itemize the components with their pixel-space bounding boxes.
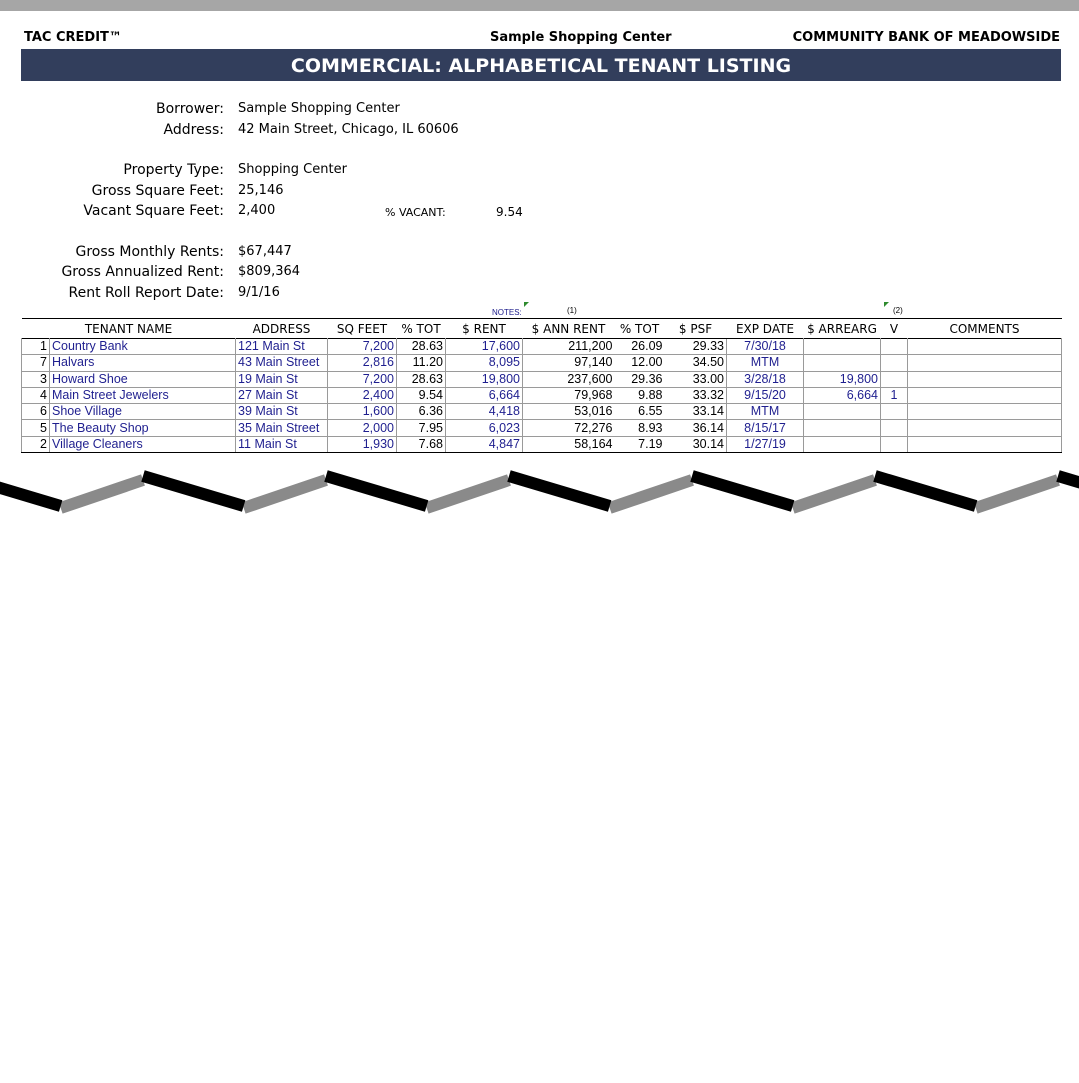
property-type-label: Property Type:	[123, 162, 224, 178]
rent-cell[interactable]: 6,664	[446, 387, 523, 403]
pct-tot-2-cell[interactable]: 12.00	[615, 355, 665, 371]
rent-cell[interactable]: 4,418	[446, 404, 523, 420]
rent-cell[interactable]: 19,800	[446, 371, 523, 387]
gross-monthly-label: Gross Monthly Rents:	[75, 244, 224, 260]
sq-feet-cell[interactable]: 7,200	[328, 339, 397, 355]
tenant-table	[21, 318, 1061, 453]
comments-cell[interactable]	[908, 371, 1062, 387]
col-header-arrearage: $ ARREARG	[804, 319, 881, 339]
exp-date-cell[interactable]: 3/28/18	[727, 371, 804, 387]
gross-sqft-row	[0, 183, 1079, 203]
tenant-address-cell[interactable]: 43 Main Street	[236, 355, 328, 371]
zigzag-segment	[692, 476, 793, 506]
top-bar	[0, 0, 1079, 11]
borrower-row	[0, 101, 1079, 121]
ann-rent-cell[interactable]: 97,140	[523, 355, 615, 371]
vacant-sqft-value: 2,400	[238, 203, 276, 218]
zigzag-segment	[875, 476, 976, 506]
gross-annual-row	[0, 264, 1079, 284]
tenant-name-cell[interactable]: Country Bank	[50, 339, 236, 355]
tenant-address-cell[interactable]: 27 Main St	[236, 387, 328, 403]
psf-cell[interactable]: 33.32	[665, 387, 727, 403]
vacant-sqft-label: Vacant Square Feet:	[83, 203, 224, 219]
tenant-name-cell[interactable]: Main Street Jewelers	[50, 387, 236, 403]
ann-rent-cell[interactable]: 53,016	[523, 404, 615, 420]
tenant-address-cell[interactable]: 19 Main St	[236, 371, 328, 387]
rent-cell[interactable]: 4,847	[446, 436, 523, 452]
col-header-rent: $ RENT	[446, 319, 523, 339]
zigzag-segment	[143, 476, 244, 506]
arrearage-cell[interactable]	[804, 436, 881, 452]
ann-rent-cell[interactable]: 211,200	[523, 339, 615, 355]
pct-vacant-value: 9.54	[496, 205, 523, 219]
pct-vacant-label: % VACANT:	[385, 206, 446, 219]
arrearage-cell[interactable]: 19,800	[804, 371, 881, 387]
v-cell[interactable]	[881, 355, 908, 371]
pct-tot-cell[interactable]: 9.54	[397, 387, 446, 403]
zigzag-segment	[1058, 476, 1079, 506]
notes-label: NOTES:	[492, 308, 522, 317]
property-type-value: Shopping Center	[238, 162, 347, 177]
sq-feet-cell[interactable]: 2,000	[328, 420, 397, 436]
gross-monthly-row	[0, 244, 1079, 264]
zigzag-segment	[976, 480, 1058, 508]
comments-cell[interactable]	[908, 404, 1062, 420]
comments-cell[interactable]	[908, 387, 1062, 403]
pct-tot-cell[interactable]: 28.63	[397, 339, 446, 355]
exp-date-cell[interactable]: MTM	[727, 404, 804, 420]
ann-rent-cell[interactable]: 237,600	[523, 371, 615, 387]
header-property-name: Sample Shopping Center	[490, 30, 672, 45]
table-row	[22, 404, 1062, 420]
arrearage-cell[interactable]	[804, 420, 881, 436]
arrearage-cell[interactable]	[804, 339, 881, 355]
report-date-value: 9/1/16	[238, 285, 280, 300]
table-row	[22, 387, 1062, 403]
rent-cell[interactable]: 8,095	[446, 355, 523, 371]
psf-cell[interactable]: 29.33	[665, 339, 727, 355]
comment-flag-icon[interactable]	[524, 302, 529, 307]
report-date-label: Rent Roll Report Date:	[68, 285, 224, 301]
v-cell[interactable]	[881, 420, 908, 436]
ann-rent-cell[interactable]: 72,276	[523, 420, 615, 436]
report-header	[24, 30, 1060, 48]
exp-date-cell[interactable]: 7/30/18	[727, 339, 804, 355]
sq-feet-cell[interactable]: 1,600	[328, 404, 397, 420]
property-type-row	[0, 162, 1079, 182]
gross-monthly-value: $67,447	[238, 244, 292, 259]
tenant-address-cell[interactable]: 11 Main St	[236, 436, 328, 452]
tenant-address-cell[interactable]: 39 Main St	[236, 404, 328, 420]
tenant-address-cell[interactable]: 121 Main St	[236, 339, 328, 355]
exp-date-cell[interactable]: 8/15/17	[727, 420, 804, 436]
tenant-number[interactable]: 3	[22, 371, 50, 387]
sq-feet-cell[interactable]: 2,816	[328, 355, 397, 371]
gross-annual-value: $809,364	[238, 264, 301, 279]
zigzag-segment	[326, 476, 427, 506]
col-header-ann-rent: $ ANN RENT	[523, 319, 615, 339]
tenant-number[interactable]: 6	[22, 404, 50, 420]
note-1-marker: (1)	[567, 306, 577, 315]
pct-tot-cell[interactable]: 7.95	[397, 420, 446, 436]
tenant-address-cell[interactable]: 35 Main Street	[236, 420, 328, 436]
pct-tot-2-cell[interactable]: 8.93	[615, 420, 665, 436]
pct-tot-2-cell[interactable]: 9.88	[615, 387, 665, 403]
zigzag-segment	[793, 480, 875, 508]
table-row	[22, 436, 1062, 452]
pct-tot-cell[interactable]: 28.63	[397, 371, 446, 387]
table-row	[22, 339, 1062, 355]
tenant-number[interactable]: 7	[22, 355, 50, 371]
tenant-name-cell[interactable]: The Beauty Shop	[50, 420, 236, 436]
v-cell[interactable]	[881, 436, 908, 452]
zigzag-segment	[509, 476, 610, 506]
pct-tot-2-cell[interactable]: 6.55	[615, 404, 665, 420]
col-header-tenant-name: TENANT NAME	[22, 319, 236, 339]
borrower-label: Borrower:	[156, 101, 224, 117]
rent-cell[interactable]: 17,600	[446, 339, 523, 355]
pct-tot-cell[interactable]: 11.20	[397, 355, 446, 371]
sq-feet-cell[interactable]: 2,400	[328, 387, 397, 403]
col-header-comments: COMMENTS	[908, 319, 1062, 339]
table-row	[22, 420, 1062, 436]
gross-sqft-value: 25,146	[238, 183, 284, 198]
col-header-address: ADDRESS	[236, 319, 328, 339]
vacant-sqft-row	[0, 203, 1079, 223]
col-header-psf: $ PSF	[665, 319, 727, 339]
psf-cell[interactable]: 34.50	[665, 355, 727, 371]
ann-rent-cell[interactable]: 58,164	[523, 436, 615, 452]
address-value: 42 Main Street, Chicago, IL 60606	[238, 122, 459, 137]
borrower-value: Sample Shopping Center	[238, 101, 400, 116]
rent-cell[interactable]: 6,023	[446, 420, 523, 436]
report-date-row	[0, 285, 1079, 305]
address-row	[0, 122, 1079, 142]
comment-flag-icon[interactable]	[884, 302, 889, 307]
zigzag-segment	[0, 476, 61, 506]
pct-tot-2-cell[interactable]: 26.09	[615, 339, 665, 355]
col-header-pct-tot-2: % TOT	[615, 319, 665, 339]
report-title: COMMERCIAL: ALPHABETICAL TENANT LISTING	[21, 49, 1061, 81]
zigzag-segment	[61, 480, 143, 508]
pct-tot-cell[interactable]: 6.36	[397, 404, 446, 420]
zigzag-segment	[244, 480, 326, 508]
pct-tot-cell[interactable]: 7.68	[397, 436, 446, 452]
v-cell[interactable]	[881, 404, 908, 420]
sq-feet-cell[interactable]: 7,200	[328, 371, 397, 387]
psf-cell[interactable]: 36.14	[665, 420, 727, 436]
exp-date-cell[interactable]: MTM	[727, 355, 804, 371]
comments-cell[interactable]	[908, 339, 1062, 355]
table-row	[22, 371, 1062, 387]
sq-feet-cell[interactable]: 1,930	[328, 436, 397, 452]
tenant-name-cell[interactable]: Village Cleaners	[50, 436, 236, 452]
pct-tot-2-cell[interactable]: 29.36	[615, 371, 665, 387]
page-break-zigzag	[0, 460, 1079, 526]
arrearage-cell[interactable]: 6,664	[804, 387, 881, 403]
pct-tot-2-cell[interactable]: 7.19	[615, 436, 665, 452]
arrearage-cell[interactable]	[804, 355, 881, 371]
tenant-number[interactable]: 5	[22, 420, 50, 436]
col-header-pct-tot: % TOT	[397, 319, 446, 339]
header-app-name: TAC CREDIT™	[24, 30, 122, 45]
table-row	[22, 355, 1062, 371]
exp-date-cell[interactable]: 1/27/19	[727, 436, 804, 452]
tenant-name-cell[interactable]: Halvars	[50, 355, 236, 371]
tenant-name-cell[interactable]: Shoe Village	[50, 404, 236, 420]
zigzag-segment	[610, 480, 692, 508]
table-header-row	[22, 319, 1062, 339]
comments-cell[interactable]	[908, 355, 1062, 371]
psf-cell[interactable]: 33.00	[665, 371, 727, 387]
tenant-name-cell[interactable]: Howard Shoe	[50, 371, 236, 387]
col-header-exp-date: EXP DATE	[727, 319, 804, 339]
ann-rent-cell[interactable]: 79,968	[523, 387, 615, 403]
tenant-number[interactable]: 1	[22, 339, 50, 355]
zigzag-segment	[427, 480, 509, 508]
header-bank-name: COMMUNITY BANK OF MEADOWSIDE	[792, 30, 1060, 45]
psf-cell[interactable]: 30.14	[665, 436, 727, 452]
gross-sqft-label: Gross Square Feet:	[91, 183, 224, 199]
v-cell[interactable]	[881, 339, 908, 355]
comments-cell[interactable]	[908, 436, 1062, 452]
exp-date-cell[interactable]: 9/15/20	[727, 387, 804, 403]
col-header-v: V	[881, 319, 908, 339]
psf-cell[interactable]: 33.14	[665, 404, 727, 420]
address-label: Address:	[163, 122, 224, 138]
tenant-number[interactable]: 2	[22, 436, 50, 452]
comments-cell[interactable]	[908, 420, 1062, 436]
note-2-marker: (2)	[893, 306, 903, 315]
col-header-sq-feet: SQ FEET	[328, 319, 397, 339]
arrearage-cell[interactable]	[804, 404, 881, 420]
v-cell[interactable]	[881, 371, 908, 387]
tenant-number[interactable]: 4	[22, 387, 50, 403]
v-cell[interactable]: 1	[881, 387, 908, 403]
gross-annual-label: Gross Annualized Rent:	[61, 264, 224, 280]
